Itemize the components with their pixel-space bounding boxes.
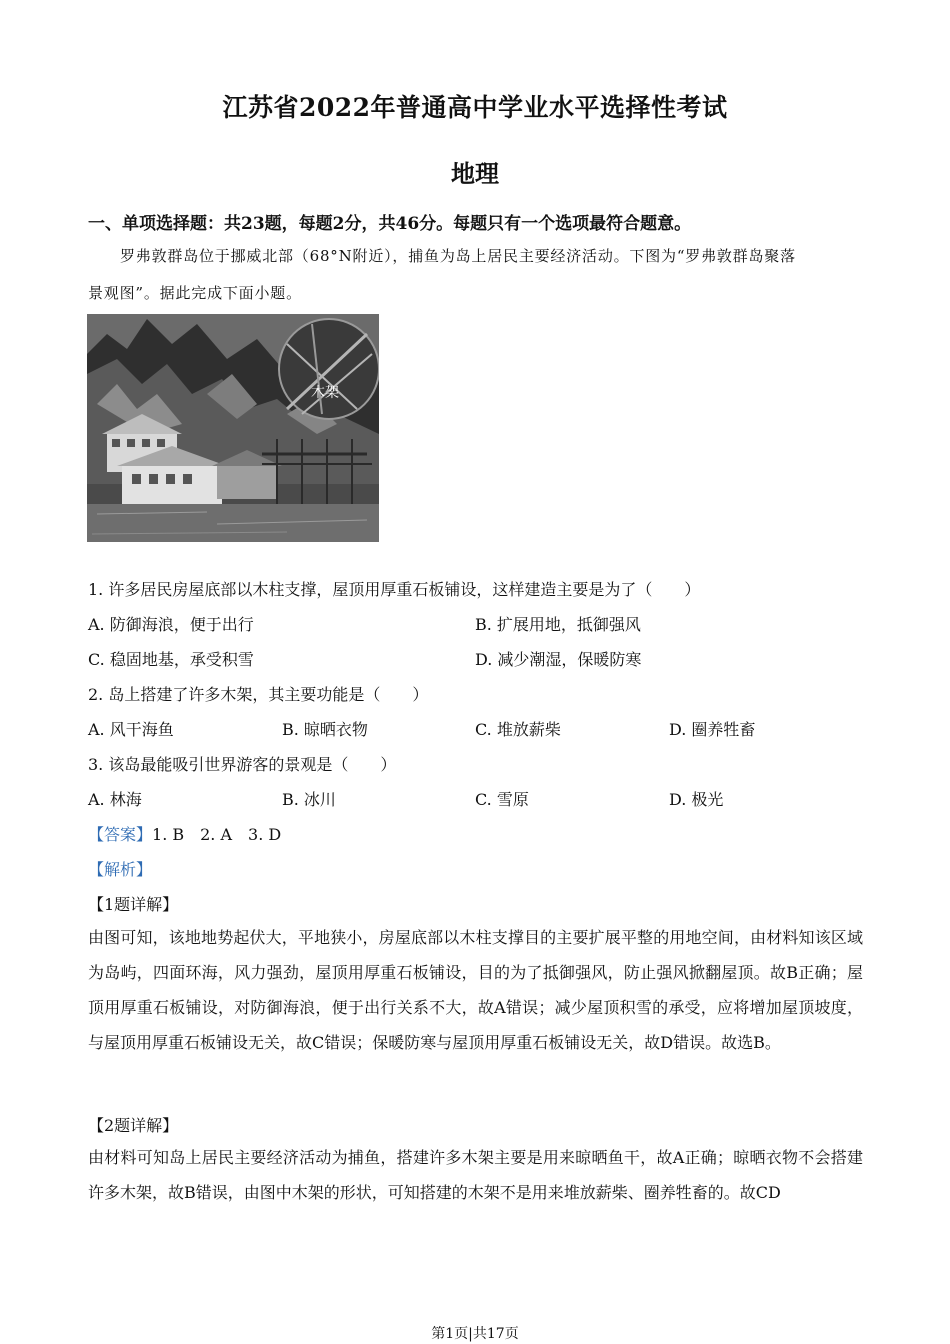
question-3-option-c: C. 雪原 [475,790,529,809]
q2-detail-text: 由材料可知岛上居民主要经济活动为捕鱼，搭建许多木架主要是用来晾晒鱼干，故A正确；晾晒衣物不会搭建许多木架，故B错误，由图中木架的形状，可知搭建的木架不是用来堆放薪柴、圈养牲畜的。故CD [88,1148,863,1202]
question-2-option-a: A. 风干海鱼 [88,720,174,739]
exam-title: 江苏省2022年普通高中学业水平选择性考试 [222,93,728,122]
question-3-option-d: D. 极光 [669,790,724,809]
question-2-option-d: D. 圈养牲畜 [669,720,756,739]
section-heading: 一、单项选择题：共23题，每题2分，共46分。每题只有一个选项最符合题意。 [88,214,692,234]
page-number-footer: 第1页|共17页 [431,1326,519,1342]
question-3-option-a: A. 林海 [88,790,142,809]
wooden-rack-label: 木架 [311,385,339,401]
subject-title: 地理 [451,159,499,188]
q1-detail-text: 由图可知，该地地势起伏大，平地狭小，房屋底部以木柱支撑目的主要扩展平整的用地空间，由材料知该区域为岛屿，四面环海，风力强劲，屋顶用厚重石板铺设，目的为了抵御强风，防止强风掀翻屋顶。故B正确；屋顶用厚重石板铺设，对防御海浪，便于出行关系不大，故A错误；减少屋顶积雪的承受，应将增加屋顶坡度，与屋顶用厚重石板铺设无关，故C错误；保暖防寒与屋顶用厚重石板铺设无关，故D错误。故选B。 [88,928,863,1052]
q2-detail-heading: 【2题详解】 [88,1116,179,1135]
question-1-option-d: D. 减少潮湿，保暖防寒 [475,650,642,669]
answer-line [88,822,281,845]
question-1-option-a: A. 防御海浪，便于出行 [88,615,254,634]
settlement-landscape-photo [87,314,379,542]
question-1-stem: 1. 许多居民房屋底部以木柱支撑，屋顶用厚重石板铺设，这样建造主要是为了（ ） [88,580,701,599]
answer-tag: 【答案】 [88,825,153,844]
question-3-stem: 3. 该岛最能吸引世界游客的景观是（ ） [88,755,397,774]
intro-line-2: 景观图”。据此完成下面小题。 [88,284,302,302]
question-2-option-b: B. 晾晒衣物 [282,720,368,739]
question-2-stem: 2. 岛上搭建了许多木架，其主要功能是（ ） [88,685,429,704]
question-1-option-c: C. 稳固地基，承受积雪 [88,650,254,669]
analysis-tag: 【解析】 [88,860,153,879]
answer-text: 1. B 2. A 3. D [152,825,282,844]
question-1-option-b: B. 扩展用地，抵御强风 [475,615,641,634]
intro-paragraph [88,238,863,312]
intro-line-1: 罗弗敦群岛位于挪威北部（68°N附近），捕鱼为岛上居民主要经济活动。下图为“罗弗敦群岛聚落 [120,247,796,265]
question-3-option-b: B. 冰川 [282,790,336,809]
question-2-option-c: C. 堆放薪柴 [475,720,561,739]
q1-detail-heading: 【1题详解】 [88,895,179,914]
